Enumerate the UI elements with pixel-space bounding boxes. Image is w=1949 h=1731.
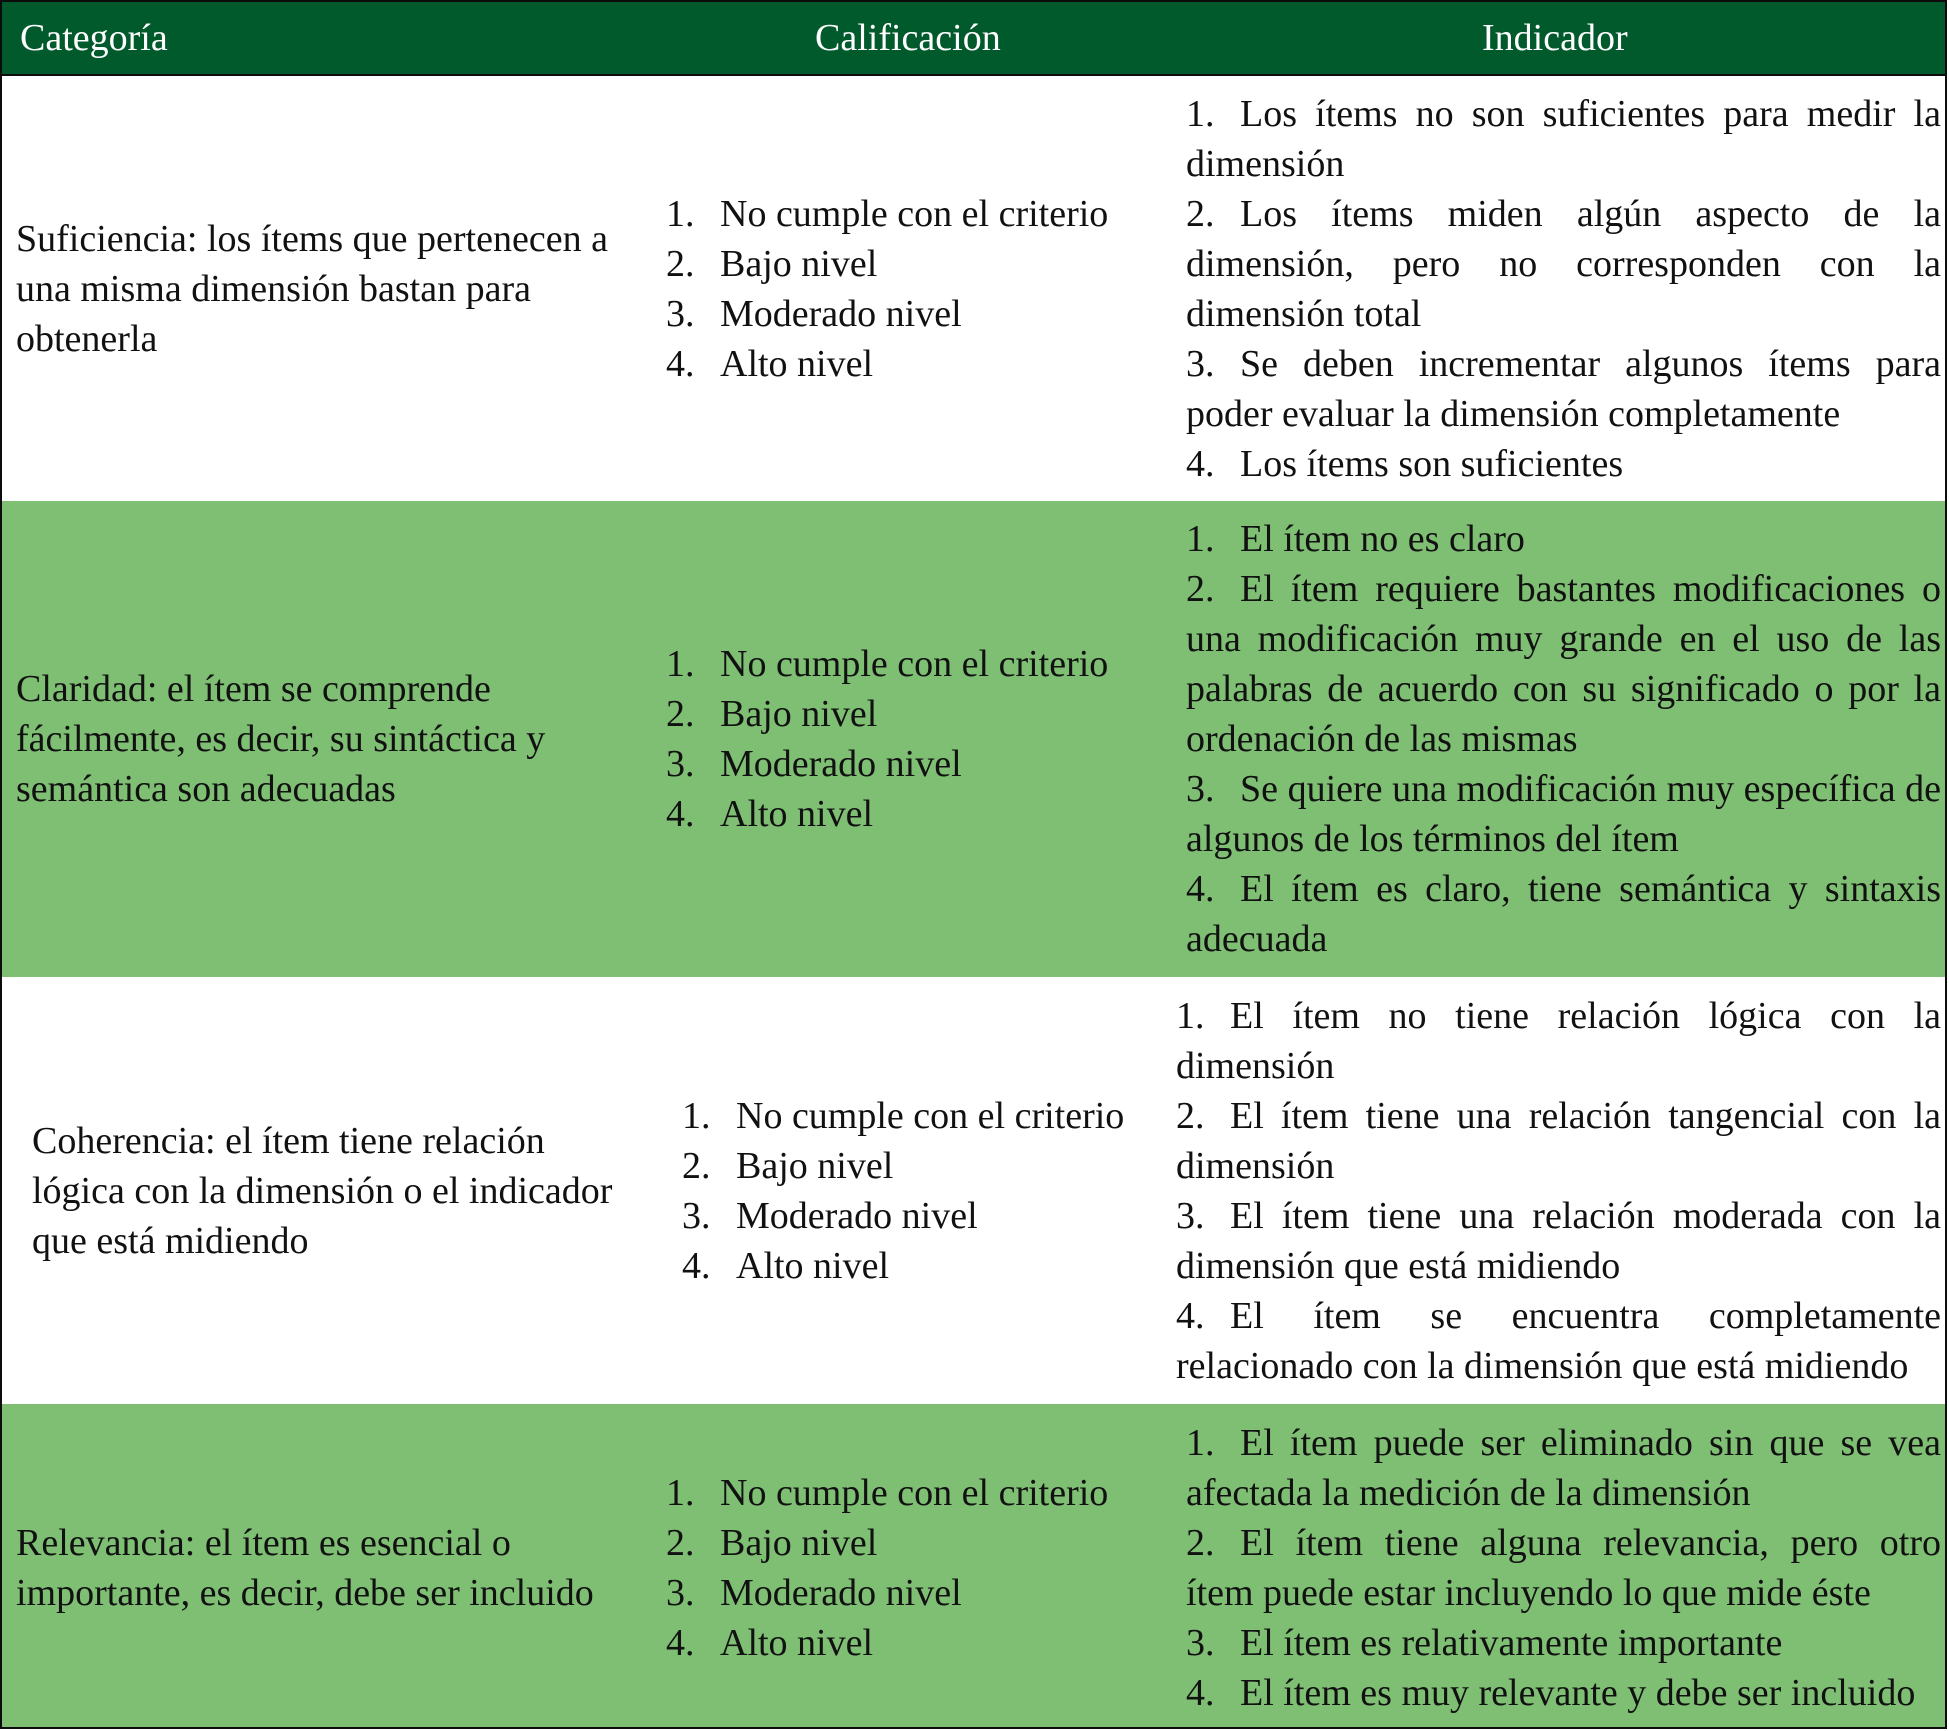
list-item: 3. Se deben incrementar algunos ítems para poder evaluar la dimensión completamente: [1186, 342, 1941, 435]
list-item: 4. Alto nivel: [666, 342, 874, 385]
list-item: 4. El ítem se encuentra completamente relacionado con la dimensión que está midiendo: [1176, 1294, 1941, 1387]
list-item: 3. Moderado nivel: [682, 1194, 978, 1237]
table-row-relevancia: [2, 1404, 1945, 1729]
category-cell: Claridad: el ítem se comprende fácilmente, es decir, su sintáctica y semántica son adecuadas: [16, 668, 546, 810]
table-header: [2, 2, 1945, 76]
list-item: 2. Bajo nivel: [666, 242, 878, 285]
list-item: 1. No cumple con el criterio: [666, 643, 1109, 685]
indicator-list: [1186, 1418, 1941, 1718]
list-item: 4. Los ítems son suficientes: [1186, 442, 1624, 485]
rating-list: [666, 189, 1108, 389]
list-item: 1. No cumple con el criterio: [666, 1471, 1109, 1514]
rating-list: [666, 1468, 1108, 1668]
list-item: 2. El ítem tiene una relación tangencial con la dimensión: [1176, 1094, 1941, 1187]
list-item: 4. El ítem es claro, tiene semántica y sintaxis adecuada: [1186, 868, 1941, 960]
list-item: 2. El ítem tiene alguna relevancia, pero otro ítem puede estar incluyendo lo que mide éste: [1186, 1521, 1941, 1614]
list-item: 1. El ítem no es claro: [1186, 518, 1525, 560]
list-item: 3. Moderado nivel: [666, 743, 962, 785]
indicator-list: [1176, 991, 1941, 1391]
list-item: 2. Bajo nivel: [666, 1521, 878, 1564]
list-item: 2. Bajo nivel: [682, 1144, 894, 1187]
list-item: 3. El ítem tiene una relación moderada con la dimensión que está midiendo: [1176, 1194, 1941, 1287]
header-categoria: Categoría: [20, 17, 168, 59]
list-item: 3. Moderado nivel: [666, 292, 962, 335]
header-calificacion: Calificación: [815, 17, 1001, 59]
category-cell: Relevancia: el ítem es esencial o importante, es decir, debe ser incluido: [16, 1521, 594, 1614]
list-item: 4. El ítem es muy relevante y debe ser incluido: [1186, 1671, 1916, 1714]
indicator-list: [1186, 514, 1941, 964]
header-indicador: Indicador: [1482, 17, 1628, 59]
list-item: 4. Alto nivel: [666, 793, 874, 835]
category-cell: Coherencia: el ítem tiene relación lógica con la dimensión o el indicador que está midiendo: [32, 1119, 613, 1262]
list-item: 2. Bajo nivel: [666, 693, 878, 735]
list-item: 3. El ítem es relativamente importante: [1186, 1621, 1783, 1664]
list-item: 4. Alto nivel: [682, 1244, 890, 1287]
table-row-claridad: [2, 501, 1945, 977]
rating-list: [666, 639, 1108, 839]
list-item: 3. Se quiere una modificación muy específica de algunos de los términos del ítem: [1186, 768, 1941, 860]
list-item: 4. Alto nivel: [666, 1621, 874, 1664]
list-item: 2. Los ítems miden algún aspecto de la dimensión, pero no corresponden con la dimensión total: [1186, 192, 1941, 335]
indicator-list: [1186, 89, 1941, 489]
list-item: 1. El ítem no tiene relación lógica con la dimensión: [1176, 994, 1941, 1087]
category-cell: Suficiencia: los ítems que pertenecen a una misma dimensión bastan para obtenerla: [16, 217, 608, 360]
rating-list: [682, 1091, 1124, 1291]
list-item: 1. Los ítems no son suficientes para medir la dimensión: [1186, 92, 1941, 185]
list-item: 1. No cumple con el criterio: [682, 1094, 1125, 1137]
table-row-coherencia: [2, 977, 1945, 1404]
list-item: 1. El ítem puede ser eliminado sin que se vea afectada la medición de la dimensión: [1186, 1421, 1941, 1514]
list-item: 3. Moderado nivel: [666, 1571, 962, 1614]
table-row-suficiencia: [2, 76, 1945, 501]
list-item: 2. El ítem requiere bastantes modificaciones o una modificación muy grande en el uso de las palabras de acuerdo con su significado o por la ordenación de las mismas: [1186, 568, 1941, 760]
list-item: 1. No cumple con el criterio: [666, 192, 1109, 235]
